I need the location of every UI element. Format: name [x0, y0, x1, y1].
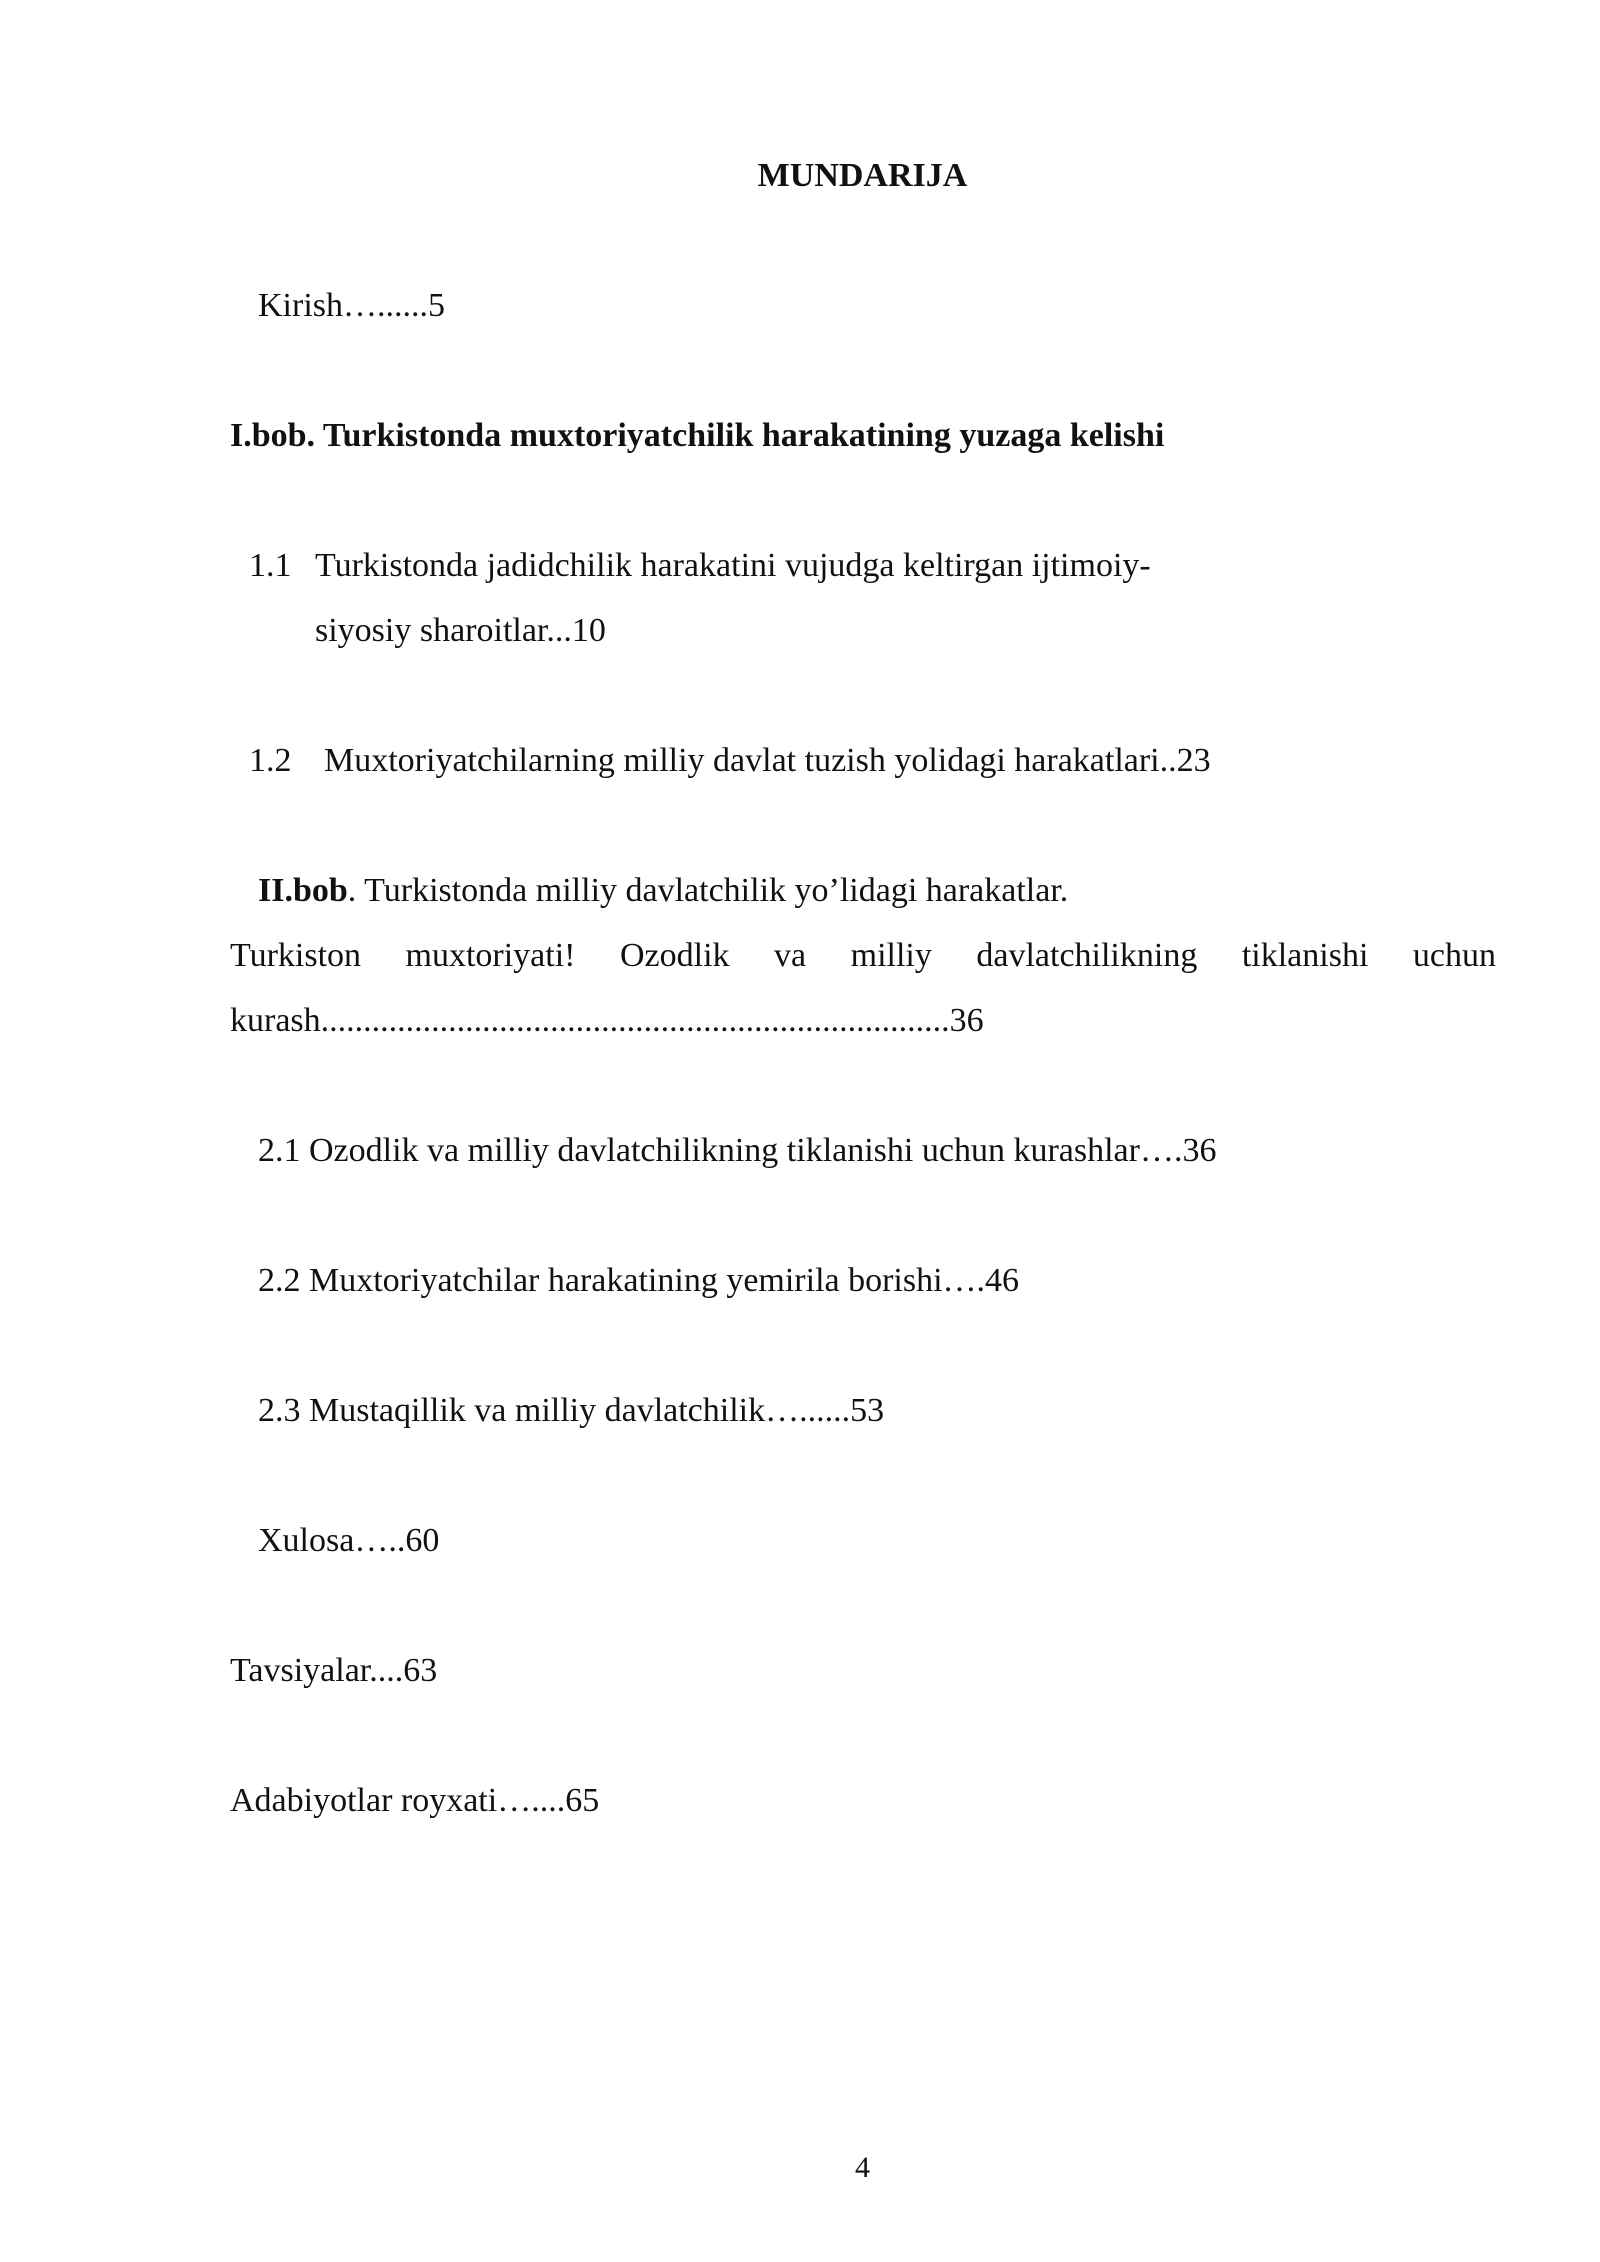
- toc-chapter-2-line-2: Turkiston muxtoriyati! Ozodlik va milliy davlatchilikning tiklanishi uchun: [230, 937, 1496, 974]
- toc-section-2-3: 2.3 Mustaqillik va milliy davlatchilik…......53: [258, 1392, 885, 1429]
- toc-entry-tavsiyalar: Tavsiyalar....63: [230, 1652, 438, 1689]
- toc-chapter-2-heading: [258, 871, 1068, 911]
- toc-section-1-1-line-2: siyosiy sharoitlar...10: [315, 612, 606, 649]
- page-number: 4: [855, 2151, 870, 2184]
- toc-section-1-1-line-1: Turkistonda jadidchilik harakatini vujudga keltirgan ijtimoiy-: [315, 547, 1151, 584]
- toc-chapter-1: I.bob. Turkistonda muxtoriyatchilik harakatining yuzaga kelishi: [230, 417, 1165, 454]
- toc-chapter-2-title: . Turkistonda milliy davlatchilik yo’lidagi harakatlar.: [347, 872, 1069, 909]
- toc-entry-kirish: Kirish…......5: [258, 287, 445, 324]
- toc-section-1-2: Muxtoriyatchilarning milliy davlat tuzish yolidagi harakatlari..23: [324, 742, 1211, 779]
- toc-section-number-1-1: 1.1: [249, 547, 292, 584]
- toc-section-2-2: 2.2 Muxtoriyatchilar harakatining yemirila borishi….46: [258, 1262, 1020, 1299]
- toc-entry-adabiyotlar: Adabiyotlar royxati…....65: [230, 1782, 600, 1819]
- toc-section-number-1-2: 1.2: [249, 742, 292, 779]
- toc-section-2-1: 2.1 Ozodlik va milliy davlatchilikning tiklanishi uchun kurashlar….36: [258, 1132, 1217, 1169]
- page-title: MUNDARIJA: [757, 157, 968, 194]
- toc-entry-xulosa: Xulosa…..60: [258, 1522, 440, 1559]
- toc-chapter-2-label: II.bob: [258, 872, 348, 909]
- toc-chapter-2-line-3: kurash..........................................................................36: [230, 1002, 984, 1039]
